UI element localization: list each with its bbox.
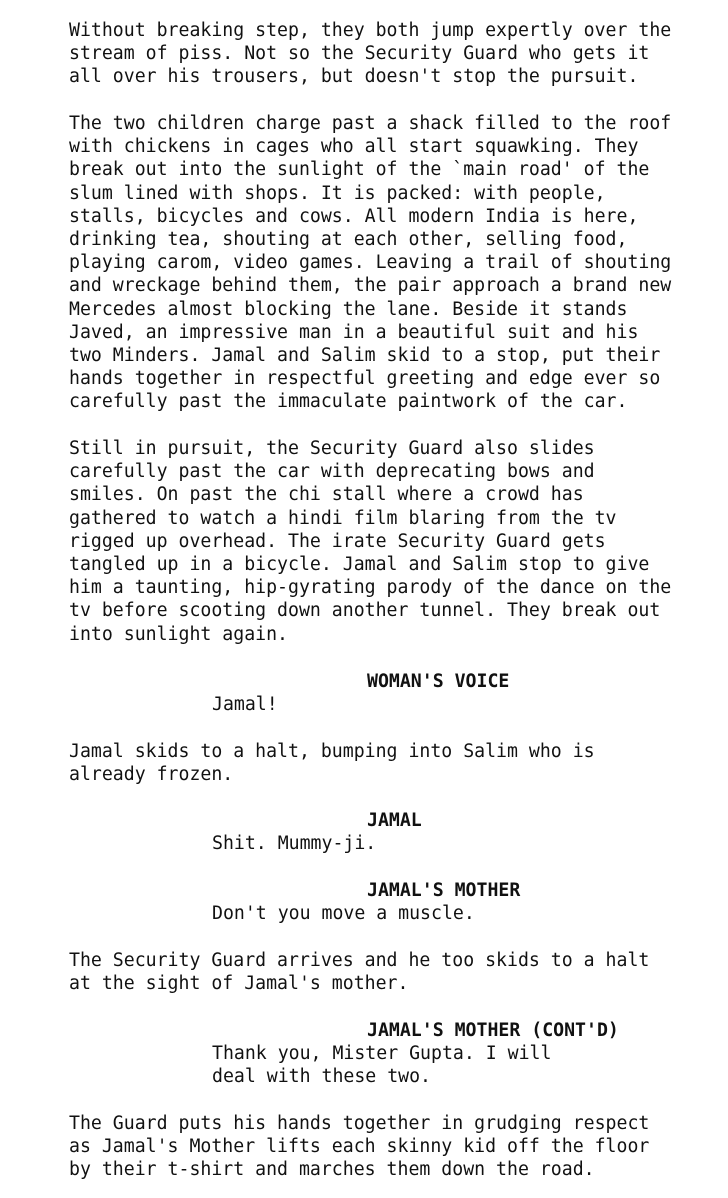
action-paragraph-5: The Security Guard arrives and he too skids to a halt at the sight of Jamal's mother. xyxy=(69,950,650,995)
dialogue-line-4: Thank you, Mister Gupta. I will deal with these two. xyxy=(212,1043,552,1088)
character-cue-jamals-mother: JAMAL'S MOTHER xyxy=(367,880,521,901)
character-cue-jamal: JAMAL xyxy=(367,810,422,831)
dialogue-line-2: Shit. Mummy-ji. xyxy=(212,833,377,854)
dialogue-line-1: Jamal! xyxy=(212,694,278,715)
character-cue-jamals-mother-contd: JAMAL'S MOTHER (CONT'D) xyxy=(367,1020,619,1041)
dialogue-line-3: Don't you move a muscle. xyxy=(212,903,475,924)
action-paragraph-3: Still in pursuit, the Security Guard also slides carefully past the car with deprecating bows and smiles. On past the chi stall where a crowd has gathered to watch a hindi film blaring from the tv rigged up overhead. The irate Security Guard gets tangled up in a bicycle. Jamal and Salim stop to give him a taunting, hip-gyrating parody of the dance on the tv before scooting down another tunnel. They break out into sunlight again. xyxy=(69,438,672,645)
action-paragraph-1: Without breaking step, they both jump expertly over the stream of piss. Not so the Security Guard who gets it all over his trousers, but doesn't stop the pursuit. xyxy=(69,20,672,88)
action-paragraph-2: The two children charge past a shack filled to the roof with chickens in cages who all start squawking. They break out into the sunlight of the `main road' of the slum lined with shops. It is packed: with people, stalls, bicycles and cows. All modern India is here, drinking tea, shouting at each other, selling food, playing carom, video games. Leaving a trail of shouting and wreckage behind them, the pair approach a brand new Mercedes almost blocking the lane. Beside it stands Javed, an impressive man in a beautiful suit and his two Minders. Jamal and Salim skid to a stop, put their hands together in respectful greeting and edge ever so carefully past the immaculate paintwork of the car. xyxy=(69,113,672,413)
action-paragraph-6: The Guard puts his hands together in grudging respect as Jamal's Mother lifts each skinny kid off the floor by their t-shirt and marches them down the road. xyxy=(69,1113,650,1181)
action-paragraph-4: Jamal skids to a halt, bumping into Salim who is already frozen. xyxy=(69,741,595,786)
character-cue-womans-voice: WOMAN'S VOICE xyxy=(367,671,510,692)
